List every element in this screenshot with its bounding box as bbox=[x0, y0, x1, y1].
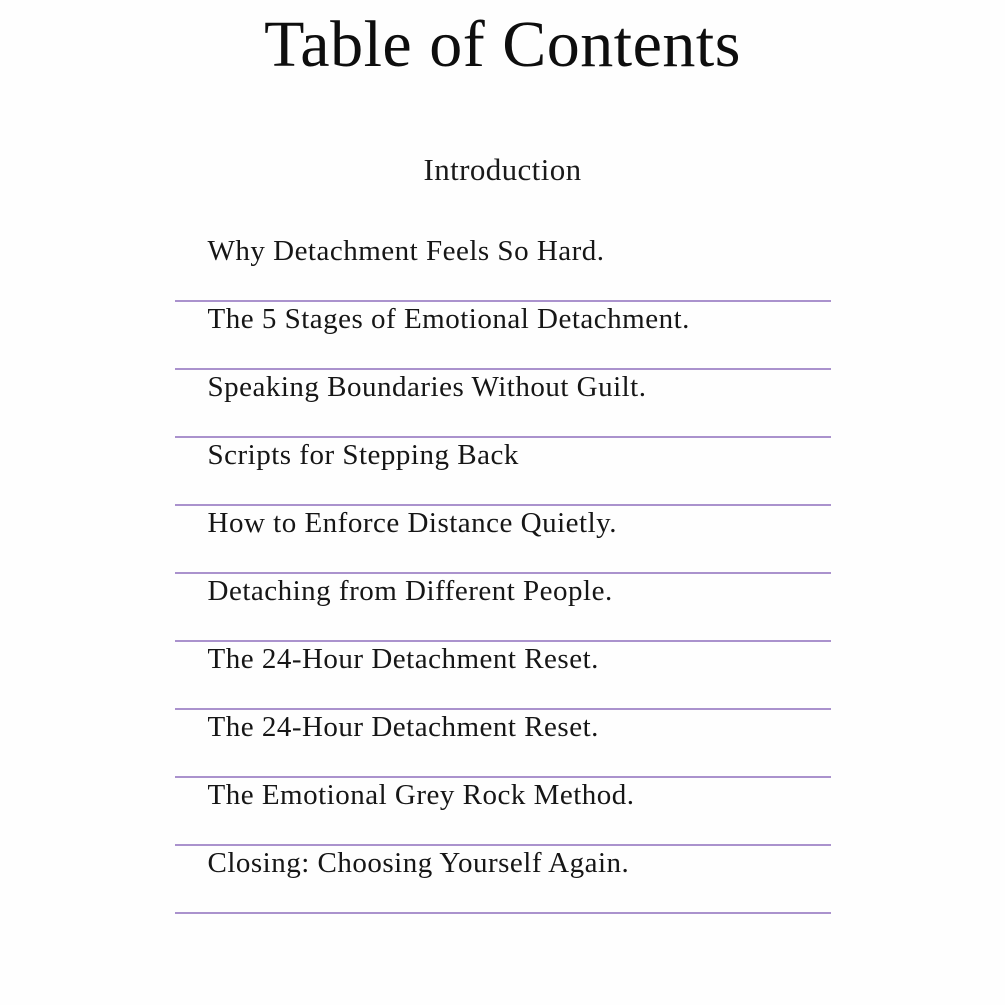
toc-entry-label: Why Detachment Feels So Hard. bbox=[207, 235, 605, 267]
toc-entry-label: The 5 Stages of Emotional Detachment. bbox=[207, 303, 690, 335]
toc-entry-label: Speaking Boundaries Without Guilt. bbox=[207, 371, 647, 403]
toc-entry-label: The 24-Hour Detachment Reset. bbox=[207, 711, 599, 743]
toc-entry-label: The 24-Hour Detachment Reset. bbox=[207, 643, 599, 675]
toc-entry-label: How to Enforce Distance Quietly. bbox=[207, 507, 618, 539]
list-item[interactable] bbox=[175, 506, 831, 574]
list-item[interactable] bbox=[175, 710, 831, 778]
toc-entry-list bbox=[175, 234, 831, 914]
toc-entry-label: Closing: Choosing Yourself Again. bbox=[207, 847, 630, 879]
list-item[interactable] bbox=[175, 302, 831, 370]
page-title: Table of Contents bbox=[264, 8, 741, 81]
introduction-heading: Introduction bbox=[423, 152, 582, 187]
list-item[interactable] bbox=[175, 234, 831, 302]
divider bbox=[175, 912, 831, 914]
list-item[interactable] bbox=[175, 574, 831, 642]
list-item[interactable] bbox=[175, 778, 831, 846]
toc-entry-label: Detaching from Different People. bbox=[207, 575, 613, 607]
list-item[interactable] bbox=[175, 370, 831, 438]
list-item[interactable] bbox=[175, 438, 831, 506]
list-item[interactable] bbox=[175, 642, 831, 710]
toc-entry-label: The Emotional Grey Rock Method. bbox=[207, 779, 635, 811]
list-item[interactable] bbox=[175, 846, 831, 914]
toc-entry-label: Scripts for Stepping Back bbox=[207, 439, 519, 471]
